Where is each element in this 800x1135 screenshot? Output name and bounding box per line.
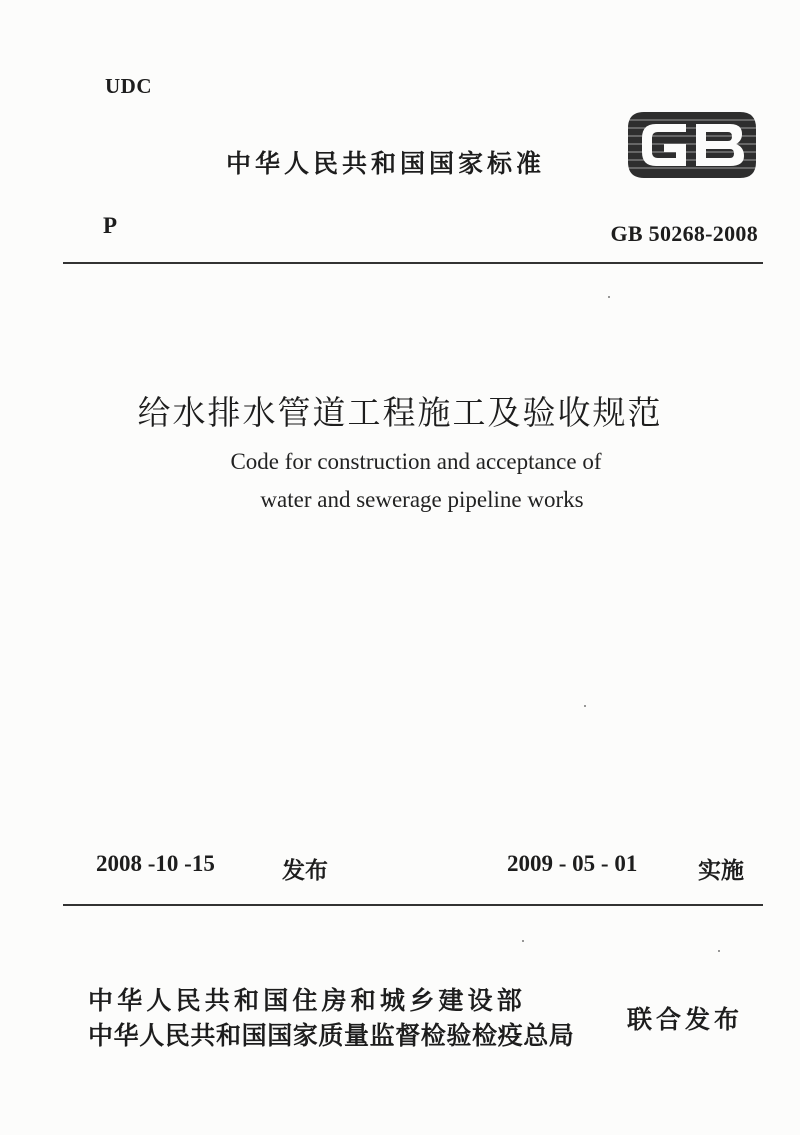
issuer-ministry-housing: 中华人民共和国住房和城乡建设部 [88, 986, 527, 1015]
scan-speck [522, 940, 524, 942]
joint-issue-label: 联合发布 [627, 1005, 744, 1034]
dates-divider [63, 904, 763, 906]
header-divider [63, 262, 763, 264]
issuer-quality-inspection: 中华人民共和国国家质量监督检验检疫总局 [88, 1021, 575, 1050]
title-chinese: 给水排水管道工程施工及验收规范 [137, 393, 663, 432]
gb-logo [622, 106, 762, 184]
udc-label: UDC [105, 74, 152, 98]
title-english-line-2: water and sewerage pipeline works [260, 487, 584, 512]
issue-label: 发布 [282, 858, 328, 884]
title-english-line-1: Code for construction and acceptance of [230, 449, 602, 474]
implementation-label: 实施 [698, 858, 744, 884]
scan-speck [584, 705, 586, 707]
standard-number: GB 50268-2008 [610, 221, 758, 246]
implementation-date: 2009 - 05 - 01 [507, 851, 638, 876]
scan-speck [608, 296, 610, 298]
scan-speck [718, 950, 720, 952]
issue-date: 2008 -10 -15 [96, 851, 215, 876]
national-standard-heading: 中华人民共和国国家标准 [226, 149, 546, 178]
classification-code: P [103, 213, 118, 238]
